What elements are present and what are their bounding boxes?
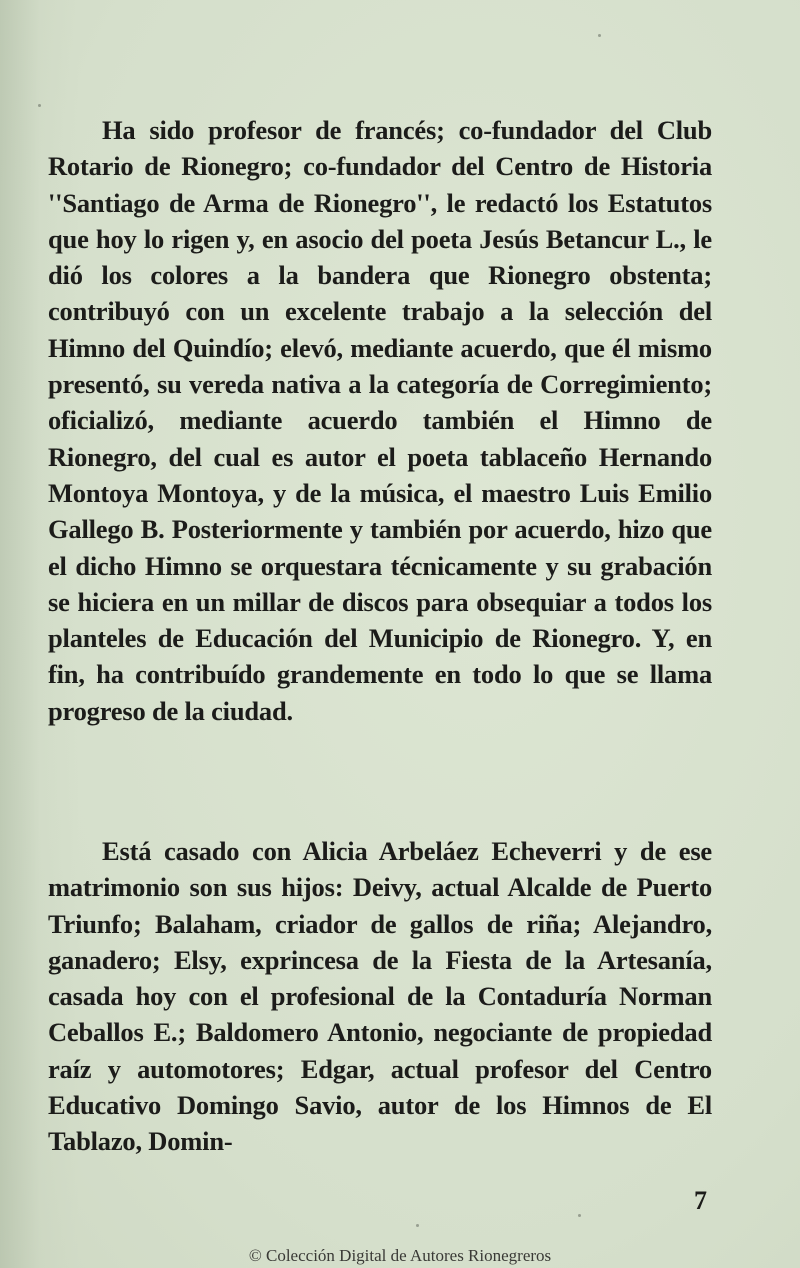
paper-speck [416,1224,419,1227]
paper-speck [578,1214,581,1217]
paper-speck [38,104,41,107]
copyright-footer: © Colección Digital de Autores Rionegreros [248,1246,552,1265]
body-paragraph-2: Está casado con Alicia Arbeláez Echeverri y de ese matrimonio son sus hijos: Deivy, actual Alcalde de Puerto Triunfo; Balaham, criador de gallos de riña; Alejandro, ganadero; Elsy, exprincesa de la Fiesta de la Artesanía, casada hoy con el profesional de la Contaduría Norman Ceballos E.; Baldomero Antonio, negociante de propiedad raíz y automotores; Edgar, actual profesor del Centro Educativo Domingo Savio, autor de los Himnos de El Tablazo, Domin- [48,836,712,1157]
paper-speck [598,34,601,37]
page-number: 7 [694,1186,707,1215]
body-paragraph-1: Ha sido profesor de francés; co-fundador del Club Rotario de Rionegro; co-fundador del Centro de Historia ''Santiago de Arma de Rionegro'', le redactó los Estatutos que hoy lo rigen y, en asocio del poeta Jesús Betancur L., le dió los colores a la bandera que Rionegro obstenta; contribuyó con un excelente trabajo a la selección del Himno del Quindío; elevó, mediante acuerdo, que él mismo presentó, su vereda nativa a la categoría de Corregimiento; oficializó, mediante acuerdo también el Himno de Rionegro, del cual es autor el poeta tablaceño Hernando Montoya Montoya, y de la música, el maestro Luis Emilio Gallego B. Posteriormente y también por acuerdo, hizo que el dicho Himno se orquestara técnicamente y su grabación se hiciera en un millar de discos para obsequiar a todos los planteles de Educación del Municipio de Rionegro. Y, en fin, ha contribuído grandemente en todo lo que se llama progreso de la ciudad. [48,115,712,726]
